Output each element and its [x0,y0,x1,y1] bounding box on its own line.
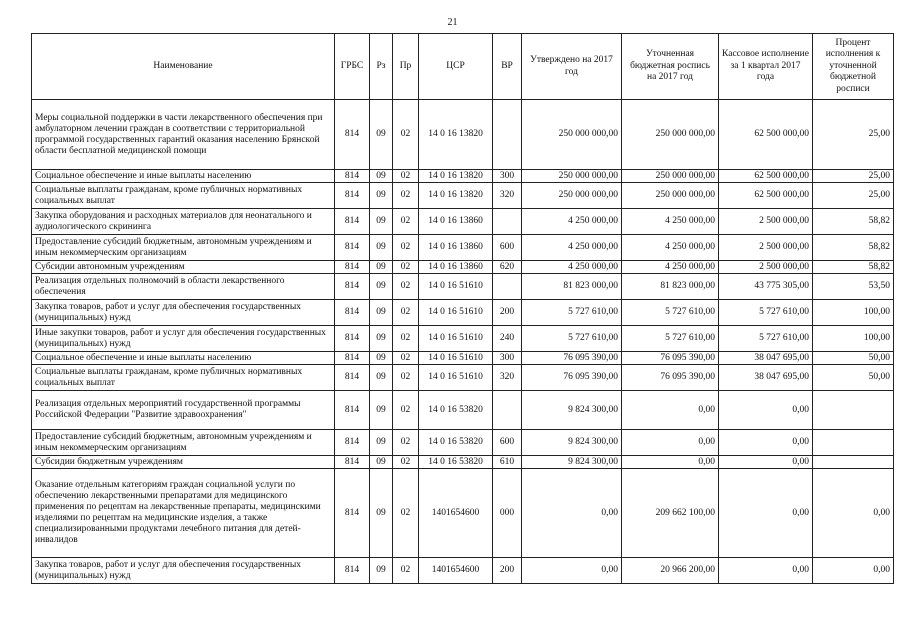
row-rz: 09 [370,209,393,235]
row-grbs: 814 [335,391,370,430]
header-refined: Уточненная бюджетная роспись на 2017 год [622,34,719,100]
header-vr: ВР [493,34,522,100]
row-rz: 09 [370,274,393,300]
row-name: Социальное обеспечение и иные выплаты населению [32,170,335,183]
row-pr: 02 [393,326,419,352]
row-percent [813,456,894,469]
row-csr: 14 0 16 51610 [419,300,493,326]
row-csr: 14 0 16 51610 [419,274,493,300]
row-pr: 02 [393,456,419,469]
row-percent: 50,00 [813,352,894,365]
row-approved: 81 823 000,00 [522,274,622,300]
row-pr: 02 [393,209,419,235]
row-csr: 14 0 16 13820 [419,100,493,170]
row-rz: 09 [370,261,393,274]
row-cash: 0,00 [719,558,813,584]
row-pr: 02 [393,170,419,183]
row-percent: 0,00 [813,558,894,584]
table-row [32,326,894,352]
row-name: Социальное обеспечение и иные выплаты населению [32,352,335,365]
row-csr: 14 0 16 13820 [419,170,493,183]
row-rz: 09 [370,352,393,365]
row-percent: 50,00 [813,365,894,391]
row-percent: 25,00 [813,170,894,183]
row-cash: 2 500 000,00 [719,235,813,261]
row-csr: 14 0 16 53820 [419,391,493,430]
row-grbs: 814 [335,100,370,170]
row-cash: 2 500 000,00 [719,261,813,274]
row-refined: 0,00 [622,430,719,456]
row-percent: 58,82 [813,235,894,261]
row-grbs: 814 [335,365,370,391]
row-vr: 600 [493,235,522,261]
row-rz: 09 [370,430,393,456]
row-percent: 25,00 [813,100,894,170]
row-refined: 250 000 000,00 [622,100,719,170]
row-grbs: 814 [335,274,370,300]
row-percent: 0,00 [813,469,894,558]
header-csr: ЦСР [419,34,493,100]
row-vr: 600 [493,430,522,456]
row-refined: 209 662 100,00 [622,469,719,558]
row-grbs: 814 [335,558,370,584]
row-vr [493,274,522,300]
row-cash: 0,00 [719,391,813,430]
row-grbs: 814 [335,235,370,261]
row-csr: 14 0 16 51610 [419,352,493,365]
row-name: Субсидии бюджетным учреждениям [32,456,335,469]
row-rz: 09 [370,183,393,209]
row-vr: 000 [493,469,522,558]
row-approved: 76 095 390,00 [522,352,622,365]
row-pr: 02 [393,261,419,274]
row-grbs: 814 [335,300,370,326]
row-approved: 0,00 [522,558,622,584]
row-pr: 02 [393,365,419,391]
row-refined: 4 250 000,00 [622,235,719,261]
row-cash: 0,00 [719,469,813,558]
header-percent: Процент исполнения к уточненной бюджетной росписи [813,34,894,100]
row-csr: 14 0 16 13860 [419,235,493,261]
row-rz: 09 [370,365,393,391]
row-rz: 09 [370,170,393,183]
table-row [32,469,894,558]
row-vr: 300 [493,352,522,365]
row-approved: 0,00 [522,469,622,558]
row-pr: 02 [393,274,419,300]
row-percent: 53,50 [813,274,894,300]
row-pr: 02 [393,352,419,365]
row-grbs: 814 [335,183,370,209]
table-row [32,300,894,326]
row-name: Реализация отдельных полномочий в области лекарственного обеспечения [32,274,335,300]
header-cash: Кассовое исполнение за 1 квартал 2017 года [719,34,813,100]
row-cash: 5 727 610,00 [719,326,813,352]
row-csr: 1401654600 [419,469,493,558]
row-percent: 100,00 [813,300,894,326]
row-name: Социальные выплаты гражданам, кроме публичных нормативных социальных выплат [32,183,335,209]
row-vr: 200 [493,558,522,584]
row-refined: 5 727 610,00 [622,326,719,352]
row-approved: 9 824 300,00 [522,430,622,456]
row-grbs: 814 [335,469,370,558]
table-row [32,235,894,261]
table-row [32,365,894,391]
row-grbs: 814 [335,456,370,469]
table-row [32,456,894,469]
row-rz: 09 [370,235,393,261]
header-approved: Утверждено на 2017 год [522,34,622,100]
row-name: Закупка оборудования и расходных материалов для неонатального и аудиологического скрининга [32,209,335,235]
row-cash: 62 500 000,00 [719,170,813,183]
row-refined: 4 250 000,00 [622,261,719,274]
row-approved: 76 095 390,00 [522,365,622,391]
row-grbs: 814 [335,261,370,274]
row-name: Оказание отдельным категориям граждан социальной услуги по обеспечению лекарственными препаратами для медицинского применения по рецептам на лекарственные препараты, медицинскими изделиями по рецептам на медицинские изделия, а также специализированными продуктами лечебного питания для детей-инвалидов [32,469,335,558]
row-percent: 100,00 [813,326,894,352]
row-vr: 200 [493,300,522,326]
row-approved: 4 250 000,00 [522,209,622,235]
row-approved: 250 000 000,00 [522,100,622,170]
row-rz: 09 [370,100,393,170]
row-grbs: 814 [335,430,370,456]
row-rz: 09 [370,326,393,352]
row-csr: 14 0 16 13860 [419,209,493,235]
row-csr: 14 0 16 51610 [419,365,493,391]
row-pr: 02 [393,300,419,326]
header-name: Наименование [32,34,335,100]
row-vr [493,209,522,235]
row-pr: 02 [393,558,419,584]
row-vr: 320 [493,183,522,209]
row-csr: 14 0 16 53820 [419,430,493,456]
row-refined: 76 095 390,00 [622,352,719,365]
row-cash: 5 727 610,00 [719,300,813,326]
table-row [32,352,894,365]
row-cash: 38 047 695,00 [719,365,813,391]
table-header-row [32,34,894,100]
row-rz: 09 [370,391,393,430]
row-refined: 250 000 000,00 [622,170,719,183]
row-refined: 76 095 390,00 [622,365,719,391]
row-refined: 0,00 [622,456,719,469]
row-percent [813,391,894,430]
table-row [32,209,894,235]
row-cash: 2 500 000,00 [719,209,813,235]
row-percent: 25,00 [813,183,894,209]
row-refined: 81 823 000,00 [622,274,719,300]
row-refined: 250 000 000,00 [622,183,719,209]
row-pr: 02 [393,391,419,430]
row-approved: 9 824 300,00 [522,456,622,469]
row-rz: 09 [370,558,393,584]
row-name: Предоставление субсидий бюджетным, автономным учреждениям и иным некоммерческим организациям [32,430,335,456]
row-pr: 02 [393,430,419,456]
row-name: Субсидии автономным учреждениям [32,261,335,274]
row-grbs: 814 [335,209,370,235]
row-rz: 09 [370,456,393,469]
row-cash: 62 500 000,00 [719,183,813,209]
row-pr: 02 [393,469,419,558]
header-grbs: ГРБС [335,34,370,100]
row-csr: 14 0 16 13860 [419,261,493,274]
row-pr: 02 [393,183,419,209]
row-vr: 320 [493,365,522,391]
row-csr: 14 0 16 53820 [419,456,493,469]
row-csr: 14 0 16 51610 [419,326,493,352]
row-csr: 14 0 16 13820 [419,183,493,209]
row-name: Реализация отдельных мероприятий государственной программы Российской Федерации "Развитие здравоохранения" [32,391,335,430]
row-percent: 58,82 [813,209,894,235]
table-row [32,100,894,170]
table-row [32,558,894,584]
row-approved: 5 727 610,00 [522,300,622,326]
row-cash: 0,00 [719,456,813,469]
page-number: 21 [447,17,458,28]
row-pr: 02 [393,100,419,170]
row-refined: 5 727 610,00 [622,300,719,326]
row-approved: 250 000 000,00 [522,170,622,183]
header-rz: Рз [370,34,393,100]
row-csr: 1401654600 [419,558,493,584]
row-name: Иные закупки товаров, работ и услуг для обеспечения государственных (муниципальных) нужд [32,326,335,352]
row-vr: 240 [493,326,522,352]
table-row [32,170,894,183]
row-vr: 620 [493,261,522,274]
row-vr [493,391,522,430]
row-refined: 0,00 [622,391,719,430]
row-approved: 4 250 000,00 [522,261,622,274]
row-vr [493,100,522,170]
row-grbs: 814 [335,326,370,352]
row-approved: 5 727 610,00 [522,326,622,352]
row-grbs: 814 [335,170,370,183]
table-row [32,261,894,274]
row-approved: 4 250 000,00 [522,235,622,261]
row-cash: 0,00 [719,430,813,456]
row-vr: 610 [493,456,522,469]
row-refined: 20 966 200,00 [622,558,719,584]
row-percent [813,430,894,456]
table-row [32,391,894,430]
row-approved: 9 824 300,00 [522,391,622,430]
row-pr: 02 [393,235,419,261]
row-approved: 250 000 000,00 [522,183,622,209]
row-cash: 62 500 000,00 [719,100,813,170]
row-cash: 38 047 695,00 [719,352,813,365]
table-row [32,183,894,209]
row-grbs: 814 [335,352,370,365]
table-row [32,430,894,456]
row-name: Социальные выплаты гражданам, кроме публичных нормативных социальных выплат [32,365,335,391]
table-row [32,274,894,300]
row-rz: 09 [370,300,393,326]
row-cash: 43 775 305,00 [719,274,813,300]
row-name: Меры социальной поддержки в части лекарственного обеспечения при амбулаторном лечении граждан в соответствии с территориальной программой государственных гарантий оказания населению Брянской области бесплатной медицинской помощи [32,100,335,170]
row-name: Закупка товаров, работ и услуг для обеспечения государственных (муниципальных) нужд [32,558,335,584]
row-vr: 300 [493,170,522,183]
budget-execution-table [31,33,894,584]
row-name: Закупка товаров, работ и услуг для обеспечения государственных (муниципальных) нужд [32,300,335,326]
row-name: Предоставление субсидий бюджетным, автономным учреждениям и иным некоммерческим организациям [32,235,335,261]
row-refined: 4 250 000,00 [622,209,719,235]
row-percent: 58,82 [813,261,894,274]
row-rz: 09 [370,469,393,558]
header-pr: Пр [393,34,419,100]
